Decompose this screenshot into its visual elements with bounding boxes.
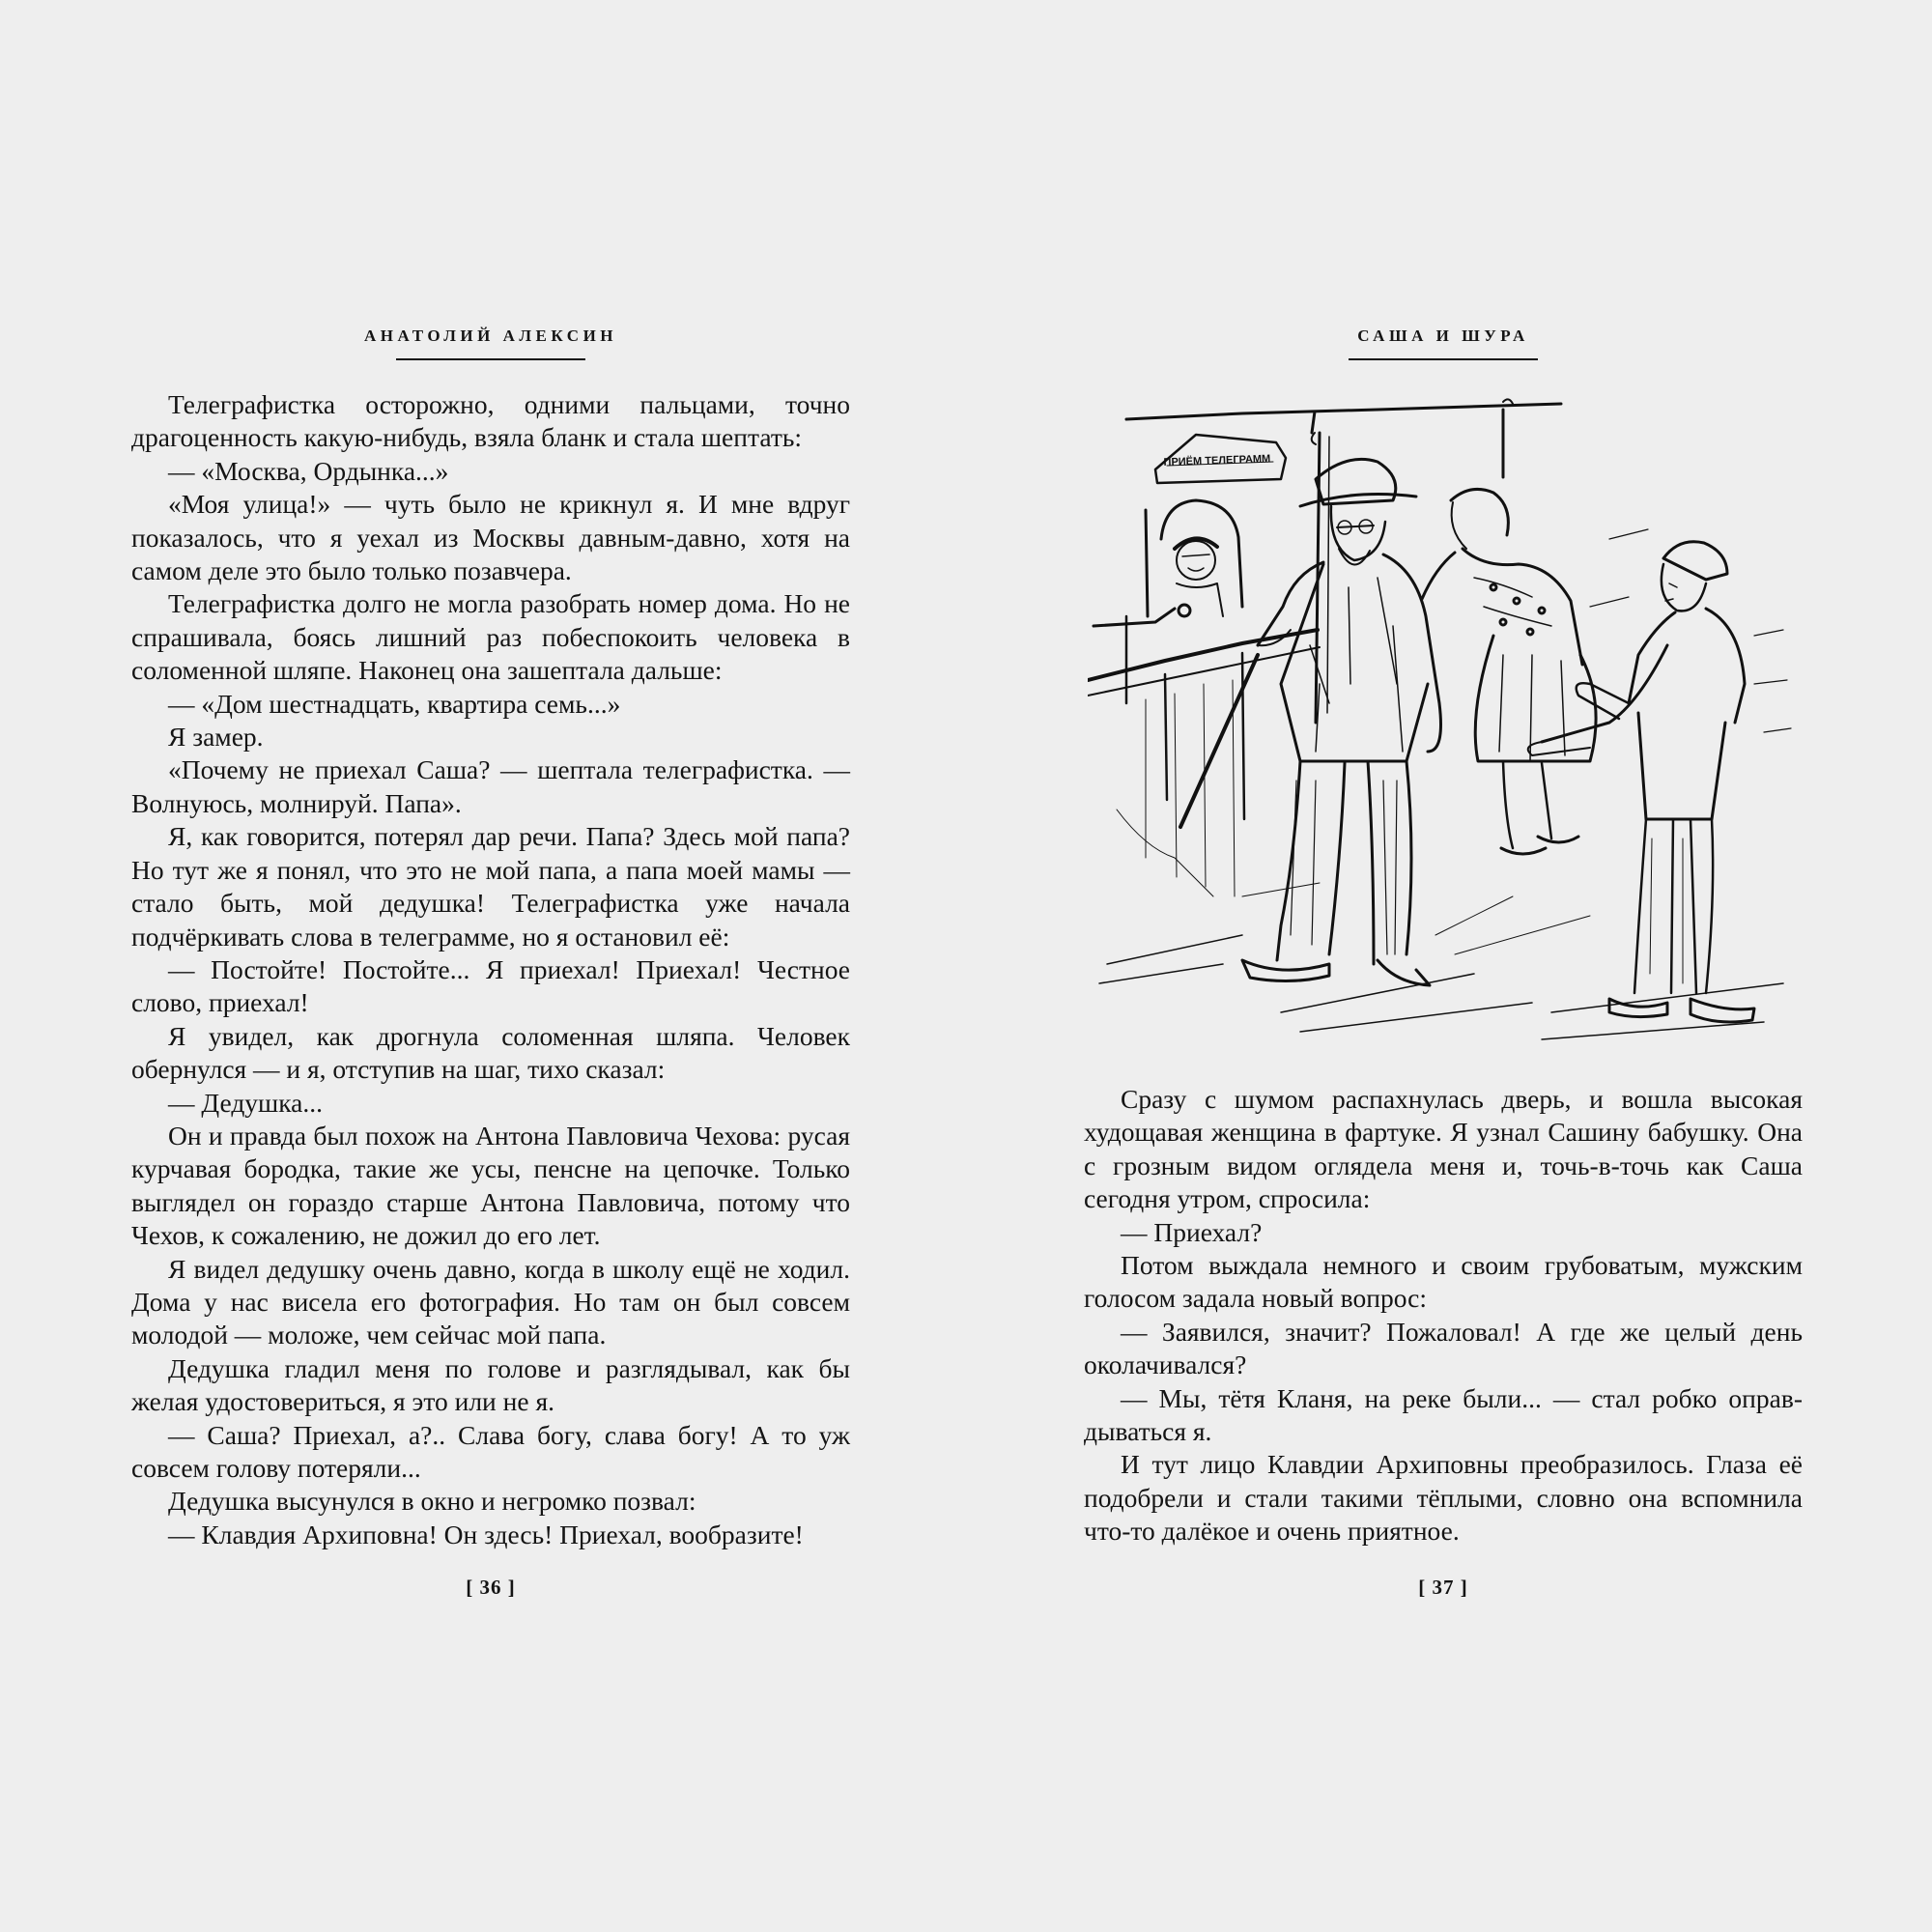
paragraph: Потом выждала немного и своим грубоватым, мужским голосом задала новый вопрос: [1084,1250,1803,1314]
page-number: [ 37 ] [1418,1576,1468,1599]
paragraph: — Клавдия Архиповна! Он здесь! Приехал, вообразите! [168,1519,804,1549]
paragraph: Дедушка высунулся в окно и негромко позвал: [168,1486,696,1517]
paragraph: — Саша? Приехал, а?.. Слава богу, слава богу! А то уж совсем голову потеряли... [131,1419,850,1483]
paragraph: Телеграфистка осторожно, одними пальцами, точно драгоценность какую-нибудь, взяла бланк и стала шептать: [131,389,850,453]
running-head-title: САША И ШУРА [1357,327,1529,345]
paragraph: — Постойте! Постойте... Я приехал! Приехал! Честное слово, приехал! [131,953,850,1018]
paragraph: «Моя улица!» — чуть было не крикнул я. И мне вдруг показалось, что я уехал из Москвы давным-давно, хотя на самом деле это было только позавчера. [131,489,850,586]
running-head-author: АНАТОЛИЙ АЛЕКСИН [363,327,618,345]
paragraph: Дедушка гладил меня по голове и разглядывал, как бы желая удостовериться, я это или не я. [131,1352,850,1417]
paragraph: Я видел дедушку очень давно, когда в школу ещё не ходил. Дома у нас висела его фотография. Но там он был совсем молодой — моложе, чем сейчас мой папа. [131,1253,850,1350]
paragraph: — Приехал? [1121,1216,1263,1247]
paragraph: — «Москва, Ордынка...» [168,455,449,486]
paragraph: И тут лицо Клавдии Архиповны преобразилось. Глаза её подобрели и стали такими тёплыми, словно она вспомнила что-то далёкое и очень приятное. [1084,1449,1803,1547]
paragraph: — Заявился, значит? Пожаловал! А где же целый день околачивался? [1084,1316,1803,1380]
paragraph: — «Дом шестнадцать, квартира семь...» [168,688,621,719]
paragraph: — Дедушка... [168,1087,324,1118]
telegraph-office-illustration [1088,394,1803,1061]
running-head-rule [1349,358,1538,360]
paragraph: — Мы, тётя Кланя, на реке были... — стал робко оправдываться я. [1084,1382,1803,1447]
paragraph: Телеграфистка долго не могла разобрать номер дома. Но не спрашивала, боясь лишний раз побеспокоить человека в соломенной шляпе. Наконец она зашептала дальше: [131,588,850,686]
paragraph: «Почему не приехал Саша? — шептала телеграфистка. — Волнуюсь, молнируй. Папа». [131,754,850,818]
paragraph: Он и правда был похож на Антона Павловича Чехова: русая курчавая бородка, такие же усы, пенсне на цепочке. Только выглядел он гораздо старше Антона Павловича, потому что Чехов, к сожалению, не дожил до его лет. [131,1120,850,1251]
left-text-block [131,388,850,1551]
paragraph: Я замер. [168,722,264,753]
paragraph: Я, как говорится, потерял дар речи. Папа? Здесь мой папа? Но тут же я понял, что это не мой папа, а папа моей мамы — стало быть, мой дедушка! Телеграфистка уже начала подчёркивать слова в телеграмме, но я остановил её: [131,821,850,952]
telegram-sign-text: ПРИЁМ ТЕЛЕГРАММ [1163,453,1271,469]
left-page [131,0,850,1932]
right-text-block [1084,1083,1803,1548]
paragraph: Я увидел, как дрогнула соломенная шляпа. Человек обернулся — и я, отступив на шаг, тихо сказал: [131,1020,850,1085]
paragraph: Сразу с шумом распахнулась дверь, и вошла высокая худощавая женщина в фартуке. Я узнал Сашину бабушку. Она с грозным видом оглядела меня и, точь-в-точь как Саша сегодня утром, спросила: [1084,1084,1803,1214]
page-number: [ 36 ] [466,1576,516,1599]
running-head-rule [396,358,585,360]
